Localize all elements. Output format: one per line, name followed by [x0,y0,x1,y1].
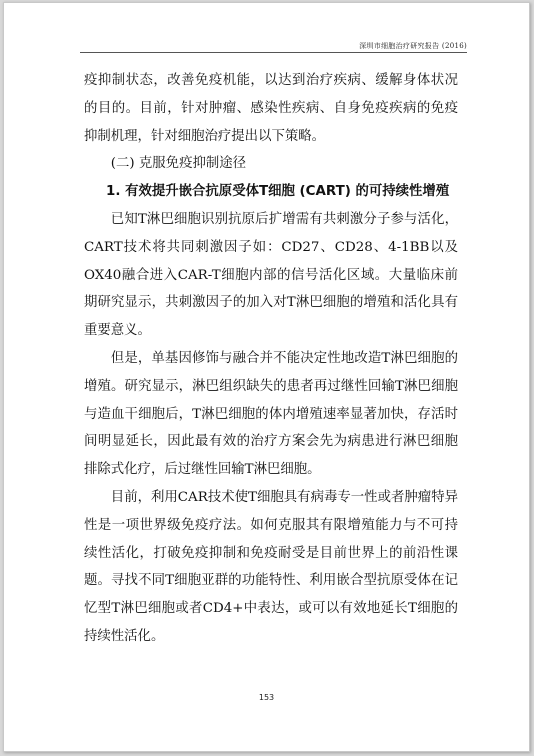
subsection-heading: 1. 有效提升嵌合抗原受体T细胞 (CART) 的可持续性增殖 [106,184,450,200]
paragraph: 已知T淋巴细胞识别抗原后扩增需有共刺激分子参与活化，CART技术将共同刺激因子如：CD27、CD28、4-1BB以及OX40融合进入CAR-T细胞内部的信号活化区域。大量临床前期研究显示，共刺激因子的加入对T淋巴细胞的增殖和活化具有重要意义。 [84,211,458,339]
document-page [3,2,530,752]
paragraph-continuation: 疫抑制状态，改善免疫机能，以达到治疗疾病、缓解身体状况的目的。目前，针对肿瘤、感染性疾病、自身免疫疾病的免疫抑制机理，针对细胞治疗提出以下策略。 [84,73,458,144]
paragraph: 目前，利用CAR技术使T细胞具有病毒专一性或者肿瘤特异性是一项世界级免疫疗法。如何克服其有限增殖能力与不可持续性活化，打破免疫抑制和免疫耐受是目前世界上的前沿性课题。寻找不同T细胞亚群的功能特性、利用嵌合型抗原受体在记忆型T淋巴细胞或者CD4+中表达，或可以有效地延长T细胞的持续性活化。 [84,489,458,644]
body-text [84,67,458,651]
page-number: 153 [258,693,275,702]
paragraph: 但是，单基因修饰与融合并不能决定性地改造T淋巴细胞的增殖。研究显示，淋巴组织缺失的患者再过继性回输T淋巴细胞与造血干细胞后，T淋巴细胞的体内增殖速率显著加快，存活时间明显延长，因此最有效的治疗方案会先为病患进行淋巴细胞排除式化疗，后过继性回输T淋巴细胞。 [84,350,458,478]
section-heading: (二) 克服免疫抑制途径 [110,156,247,172]
running-header: 深圳市细胞治疗研究报告 (2016) [359,42,467,50]
header-rule [80,52,467,53]
